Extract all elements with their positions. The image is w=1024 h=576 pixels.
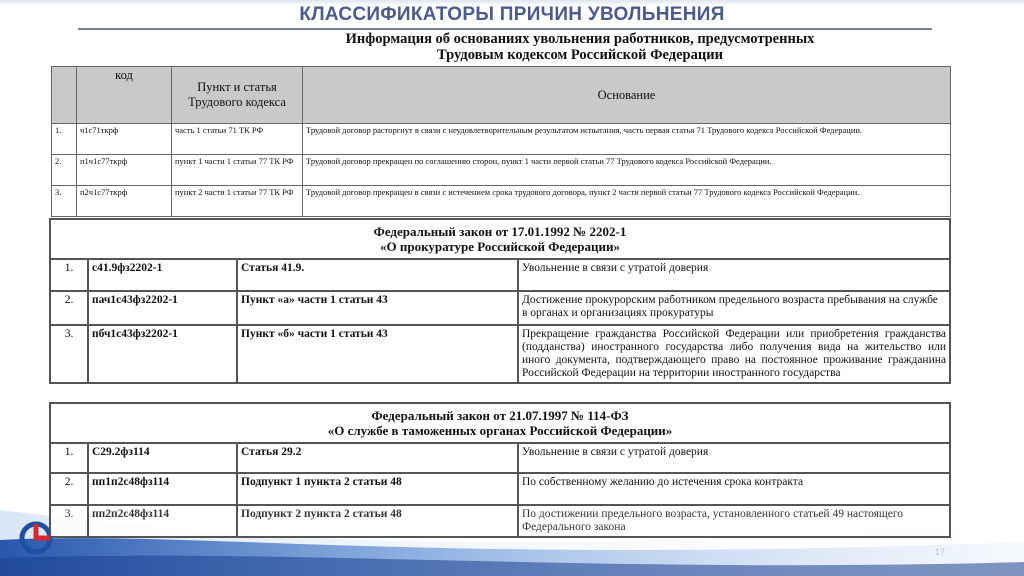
row-code: с41.9фз2202-1 [88, 259, 237, 291]
law-heading-title: Федеральный закон от 17.01.1992 № 2202-1 [373, 224, 627, 239]
row-article: Статья 41.9. [237, 259, 518, 291]
table-row [50, 505, 950, 537]
row-code: С29.2фз114 [88, 443, 237, 473]
row-num: 2. [52, 155, 77, 186]
row-num: 2. [50, 291, 88, 325]
row-basis: По собственному желанию до истечения срока контракта [518, 473, 950, 505]
row-basis: Увольнение в связи с утратой доверия [518, 443, 950, 473]
law-heading-row [50, 219, 950, 259]
row-basis: Трудовой договор прекращен в связи с истечением срока трудового договора, пункт 2 части первой статьи 77 Трудового кодекса Российской Федерации. [303, 186, 951, 217]
row-article: пункт 1 части 1 статьи 77 ТК РФ [172, 155, 303, 186]
row-num: 2. [50, 473, 88, 505]
row-num: 1. [50, 443, 88, 473]
row-article: часть 1 статьи 71 ТК РФ [172, 124, 303, 155]
row-article: пункт 2 части 1 статьи 77 ТК РФ [172, 186, 303, 217]
row-article: Подпункт 1 пункта 2 статьи 48 [237, 473, 518, 505]
row-basis: Трудовой договор расторгнут в связи с неудовлетворительным результатом испытания, часть первая статья 71 Трудового кодекса Российской Федерации. [303, 124, 951, 155]
prosecutor-law-table [49, 218, 951, 384]
row-num: 3. [50, 325, 88, 383]
slide-subtitle [180, 31, 980, 63]
table-row [50, 443, 950, 473]
table-row [52, 124, 951, 155]
header-code: код [77, 67, 172, 124]
row-num: 3. [52, 186, 77, 217]
row-num: 1. [52, 124, 77, 155]
row-code: пп1п2с48фз114 [88, 473, 237, 505]
header-article: Пункт и статья Трудового кодекса [172, 67, 303, 124]
row-basis: Увольнение в связи с утратой доверия [518, 259, 950, 291]
table-header-row [52, 67, 951, 124]
row-article: Пункт «б» части 1 статьи 43 [237, 325, 518, 383]
row-article: Пункт «а» части 1 статьи 43 [237, 291, 518, 325]
row-code: п2ч1с77ткрф [77, 186, 172, 217]
row-article: Статья 29.2 [237, 443, 518, 473]
table-row [50, 473, 950, 505]
row-article: Подпункт 2 пункта 2 статьи 48 [237, 505, 518, 537]
table-row [50, 325, 950, 383]
header-basis: Основание [303, 67, 951, 124]
law-heading [50, 219, 950, 259]
row-code: ч1с71ткрф [77, 124, 172, 155]
subtitle-line-2: Трудовым кодексом Российской Федерации [437, 47, 723, 63]
page-number: 17 [935, 547, 946, 557]
row-code: пач1с43фз2202-1 [88, 291, 237, 325]
row-num: 3. [50, 505, 88, 537]
table-row [52, 186, 951, 217]
row-basis: По достижении предельного возраста, установленного статьей 49 настоящего Федерального закона [518, 505, 950, 537]
row-code: пбч1с43фз2202-1 [88, 325, 237, 383]
law-heading-name: «О службе в таможенных органах Российской Федерации» [327, 423, 673, 438]
slide-title: КЛАССИФИКАТОРЫ ПРИЧИН УВОЛЬНЕНИЯ [299, 4, 725, 25]
law-heading-row [50, 403, 950, 443]
row-basis: Достижение прокурорским работником предельного возраста пребывания на службе в органах и организациях прокуратуры [518, 291, 950, 325]
row-code: пп2п2с48фз114 [88, 505, 237, 537]
table-row [50, 291, 950, 325]
labor-code-table [51, 66, 951, 217]
row-basis: Трудовой договор прекращен по соглашению сторон, пункт 1 части первой статьи 77 Трудового кодекса Российской Федерации. [303, 155, 951, 186]
row-code: п1ч1с77ткрф [77, 155, 172, 186]
header-num-cell [52, 67, 77, 124]
table-row [50, 259, 950, 291]
row-basis: Прекращение гражданства Российской Федерации или приобретения гражданства (подданства) иностранного государства либо получения вида на жительство или иного документа, подтверждающего право на постоянное проживание гражданина Российской Федерации на территории иностранного государства [518, 325, 950, 383]
customs-law-table [49, 402, 951, 538]
row-num: 1. [50, 259, 88, 291]
table-row [52, 155, 951, 186]
title-divider [78, 28, 932, 30]
law-heading-title: Федеральный закон от 21.07.1997 № 114-ФЗ [371, 408, 629, 423]
law-heading [50, 403, 950, 443]
law-heading-name: «О прокуратуре Российской Федерации» [379, 239, 621, 254]
subtitle-line-1: Информация об основаниях увольнения работников, предусмотренных [345, 31, 815, 47]
